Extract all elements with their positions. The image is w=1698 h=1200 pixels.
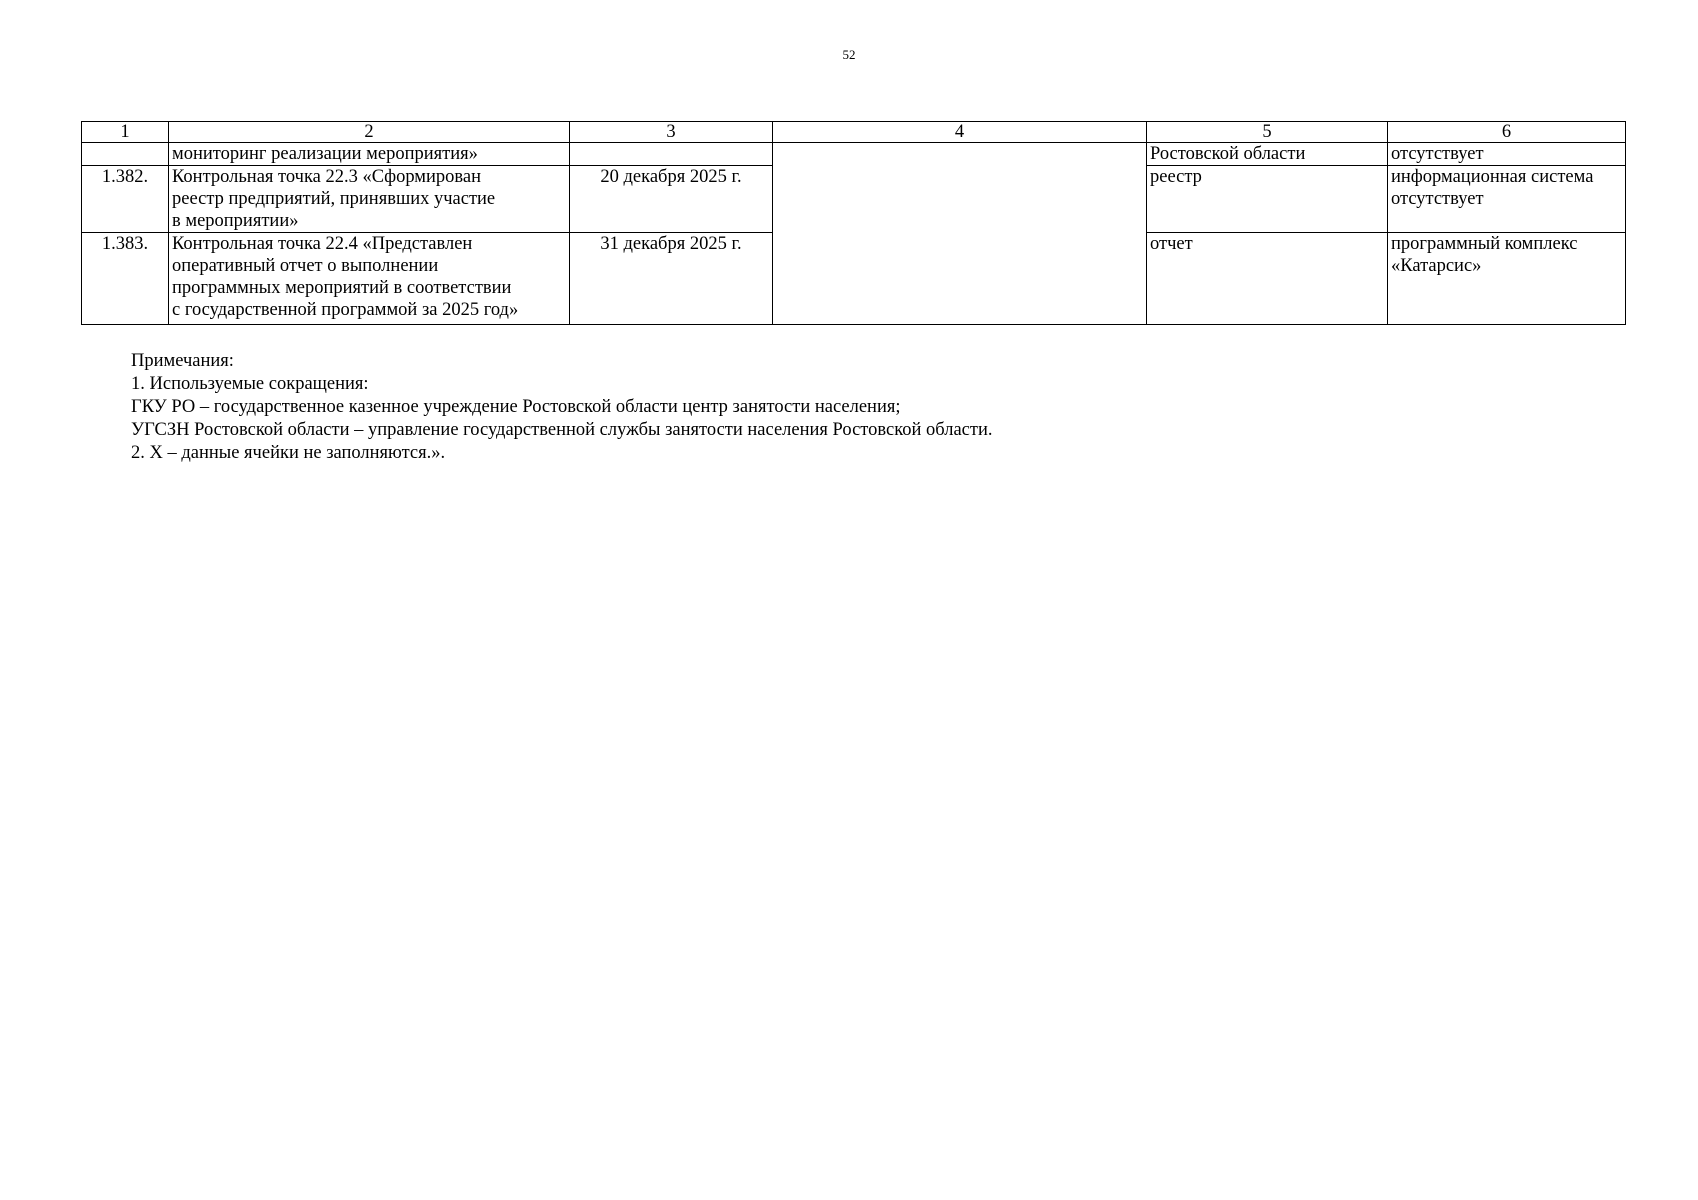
column-header: 5: [1147, 122, 1388, 143]
document-type-cell: [1147, 143, 1388, 166]
cell-text-line: программный комплекс: [1391, 234, 1578, 254]
cell-text-line: отсутствует: [1391, 144, 1484, 164]
cell-text-line: отсутствует: [1391, 189, 1484, 209]
date-cell: 20 декабря 2025 г.: [570, 166, 773, 233]
column-header: 4: [773, 122, 1147, 143]
information-system-cell: [1388, 166, 1626, 233]
note-line: ГКУ РО – государственное казенное учреждение Ростовской области центр занятости населения;: [131, 397, 901, 417]
description-cell: [169, 166, 570, 233]
cell-text-line: с государственной программой за 2025 год»: [172, 300, 519, 320]
cell-text-line: информационная система: [1391, 167, 1594, 187]
cell-text-line: мониторинг реализации мероприятия»: [172, 144, 478, 164]
date-cell: [570, 143, 773, 166]
cell-text-line: в мероприятии»: [172, 211, 299, 231]
note-line: 2. Х – данные ячейки не заполняются.».: [131, 443, 446, 463]
description-cell: [169, 143, 570, 166]
date-cell: 31 декабря 2025 г.: [570, 233, 773, 325]
row-number-cell: [82, 143, 169, 166]
cell-text-line: Контрольная точка 22.3 «Сформирован: [172, 167, 482, 187]
cell-text-line: «Катарсис»: [1391, 256, 1482, 276]
column-header: 3: [570, 122, 773, 143]
cell-text-line: реестр предприятий, принявших участие: [172, 189, 496, 209]
notes-title: Примечания:: [131, 351, 234, 371]
note-line: УГСЗН Ростовской области – управление государственной службы занятости населения Ростовской области.: [131, 420, 993, 440]
page-number: 52: [842, 47, 856, 62]
document-type-cell: [1147, 233, 1388, 325]
document-type-cell: [1147, 166, 1388, 233]
column-header: 6: [1388, 122, 1626, 143]
column-header: 1: [82, 122, 169, 143]
cell-text-line: оперативный отчет о выполнении: [172, 256, 439, 276]
description-cell: [169, 233, 570, 325]
cell-text-line: программных мероприятий в соответствии: [172, 278, 512, 298]
data-table: [81, 121, 1626, 325]
note-line: 1. Используемые сокращения:: [131, 374, 369, 394]
notes-section: [131, 350, 1531, 465]
row-number-cell: 1.382.: [82, 166, 169, 233]
cell-text-line: Ростовской области: [1150, 144, 1306, 164]
cell-text-line: реестр: [1150, 167, 1202, 187]
responsible-cell: [773, 143, 1147, 325]
column-header: 2: [169, 122, 570, 143]
row-number-cell: 1.383.: [82, 233, 169, 325]
cell-text-line: отчет: [1150, 234, 1193, 254]
information-system-cell: [1388, 233, 1626, 325]
cell-text-line: Контрольная точка 22.4 «Представлен: [172, 234, 473, 254]
information-system-cell: [1388, 143, 1626, 166]
table-row: [82, 143, 1626, 166]
table-header-row: [82, 122, 1626, 143]
